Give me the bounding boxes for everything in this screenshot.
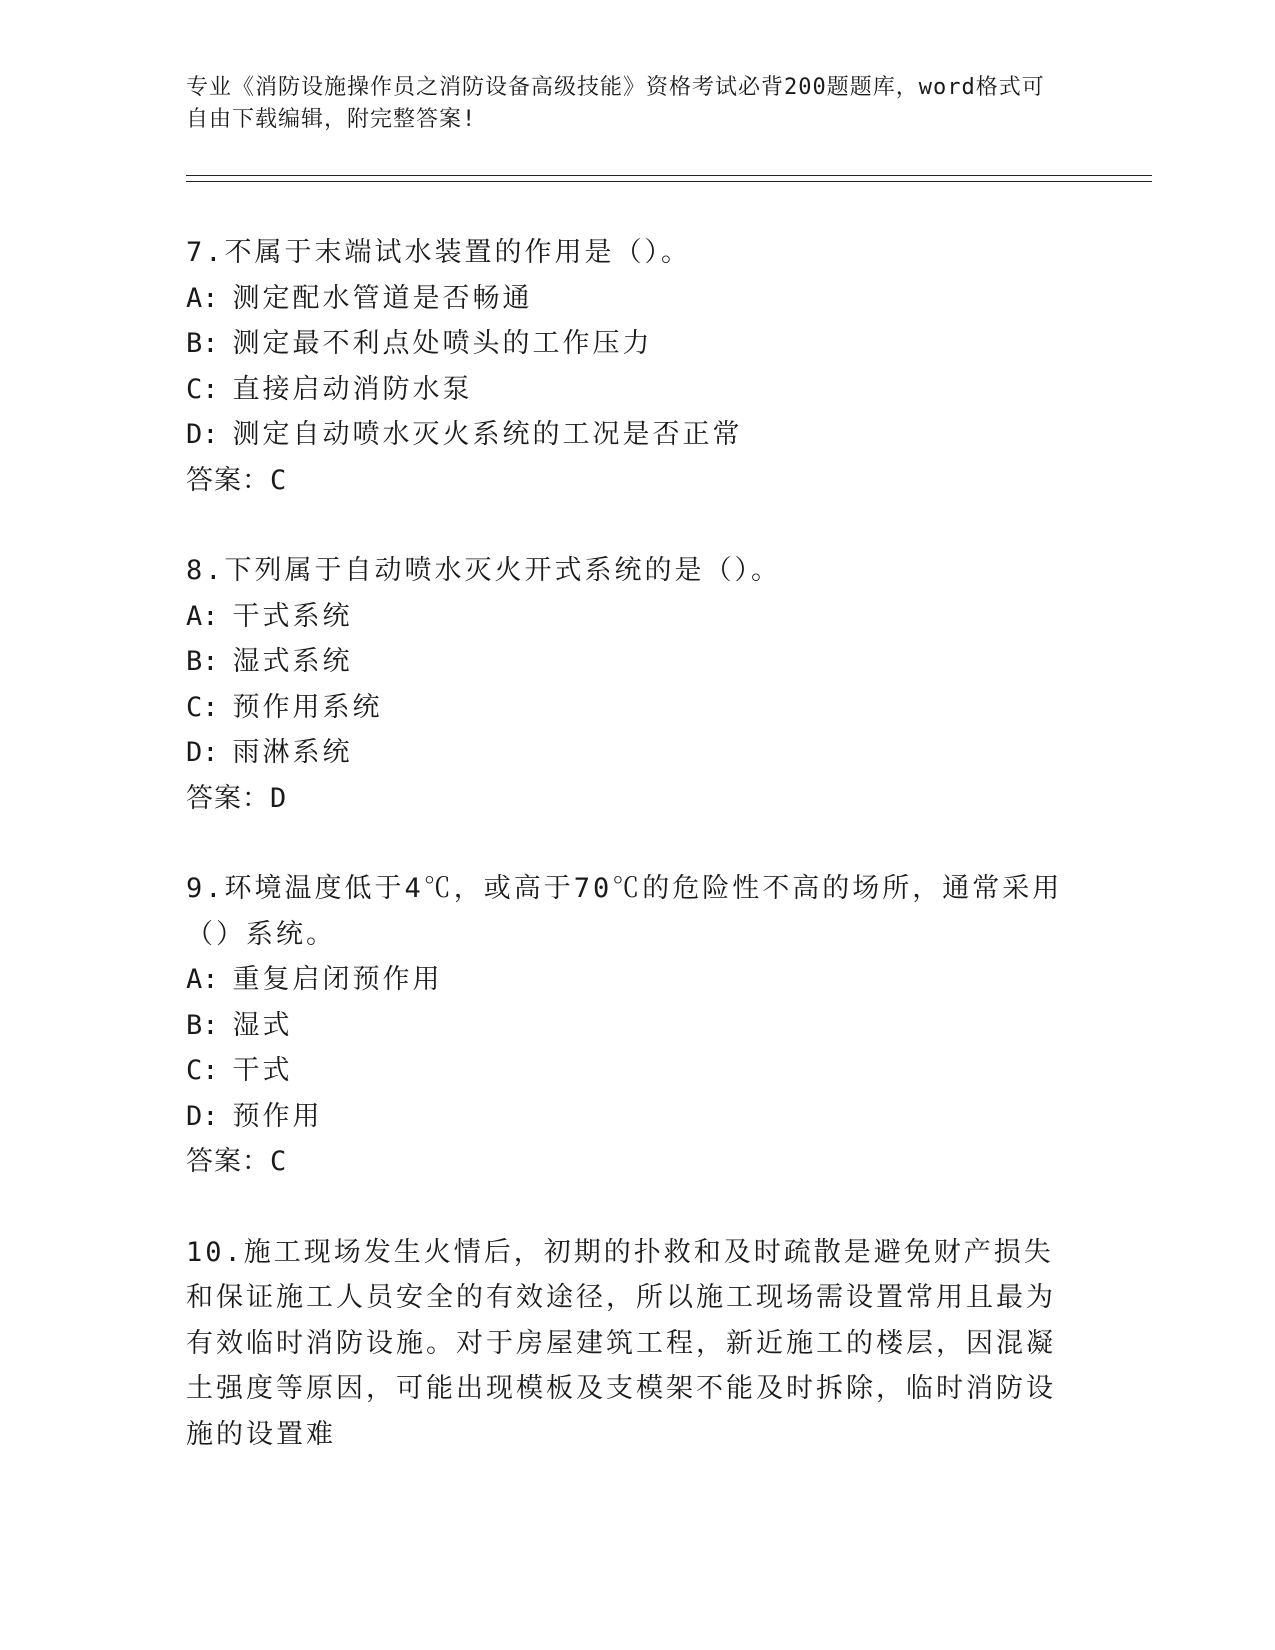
option-a bbox=[186, 276, 1076, 322]
option-text: 直接启动消防水泵 bbox=[232, 373, 473, 405]
option-text: 预作用 bbox=[232, 1100, 323, 1132]
option-text: 干式系统 bbox=[232, 600, 353, 632]
option-c bbox=[186, 685, 1076, 731]
question-8 bbox=[186, 548, 1076, 821]
option-letter: C: bbox=[186, 373, 219, 405]
option-d bbox=[186, 1094, 1076, 1140]
option-text: 湿式 bbox=[232, 1009, 293, 1041]
question-stem: 7.不属于末端试水装置的作用是（）。 bbox=[186, 237, 692, 268]
header-divider-bottom bbox=[186, 181, 1152, 182]
question-7 bbox=[186, 230, 1076, 503]
option-c bbox=[186, 367, 1076, 413]
option-a bbox=[186, 594, 1076, 640]
option-text: 测定最不利点处喷头的工作压力 bbox=[232, 328, 653, 359]
option-b bbox=[186, 1003, 1076, 1049]
option-letter: D: bbox=[186, 419, 219, 450]
question-stem: 8.下列属于自动喷水灭火开式系统的是（）。 bbox=[186, 555, 782, 586]
option-b bbox=[186, 321, 1076, 367]
question-stem: 9.环境温度低于4℃，或高于70℃的危险性不高的场所，通常采用（）系统。 bbox=[186, 873, 1063, 950]
question-10 bbox=[186, 1230, 1076, 1458]
option-letter: D: bbox=[186, 1100, 219, 1132]
answer-line: 答案：C bbox=[186, 1146, 288, 1177]
option-text: 湿式系统 bbox=[232, 646, 353, 677]
option-text: 重复启闭预作用 bbox=[232, 964, 443, 995]
option-letter: D: bbox=[186, 737, 219, 768]
option-d bbox=[186, 730, 1076, 776]
option-letter: B: bbox=[186, 328, 219, 359]
question-9 bbox=[186, 866, 1076, 1185]
document-header bbox=[186, 72, 1066, 136]
question-stem: 10.施工现场发生火情后，初期的扑救和及时疏散是避免财产损失和保证施工人员安全的有效途径，所以施工现场需设置常用且最为有效临时消防设施。对于房屋建筑工程，新近施工的楼层，因混凝土强度等原因，可能出现模板及支模架不能及时拆除，临时消防设施的设置难 bbox=[186, 1236, 1056, 1450]
answer-line: 答案：C bbox=[186, 464, 288, 496]
option-text: 预作用系统 bbox=[232, 691, 383, 723]
header-divider-top bbox=[186, 175, 1152, 176]
option-letter: C: bbox=[186, 691, 219, 723]
option-c bbox=[186, 1048, 1076, 1094]
option-letter: C: bbox=[186, 1055, 219, 1086]
question-list bbox=[186, 230, 1076, 1502]
option-letter: B: bbox=[186, 646, 219, 677]
option-b bbox=[186, 639, 1076, 685]
option-text: 测定自动喷水灭火系统的工况是否正常 bbox=[232, 419, 743, 450]
option-text: 雨淋系统 bbox=[232, 737, 353, 768]
option-letter: B: bbox=[186, 1009, 219, 1041]
option-letter: A: bbox=[186, 964, 219, 995]
option-text: 干式 bbox=[232, 1055, 293, 1086]
option-text: 测定配水管道是否畅通 bbox=[232, 282, 533, 314]
answer-line: 答案：D bbox=[186, 782, 288, 814]
option-d bbox=[186, 412, 1076, 458]
option-letter: A: bbox=[186, 282, 219, 314]
header-text: 专业《消防设施操作员之消防设备高级技能》资格考试必背200题题库，word格式可自由下载编辑，附完整答案! bbox=[186, 75, 1045, 132]
option-letter: A: bbox=[186, 600, 219, 632]
option-a bbox=[186, 957, 1076, 1003]
